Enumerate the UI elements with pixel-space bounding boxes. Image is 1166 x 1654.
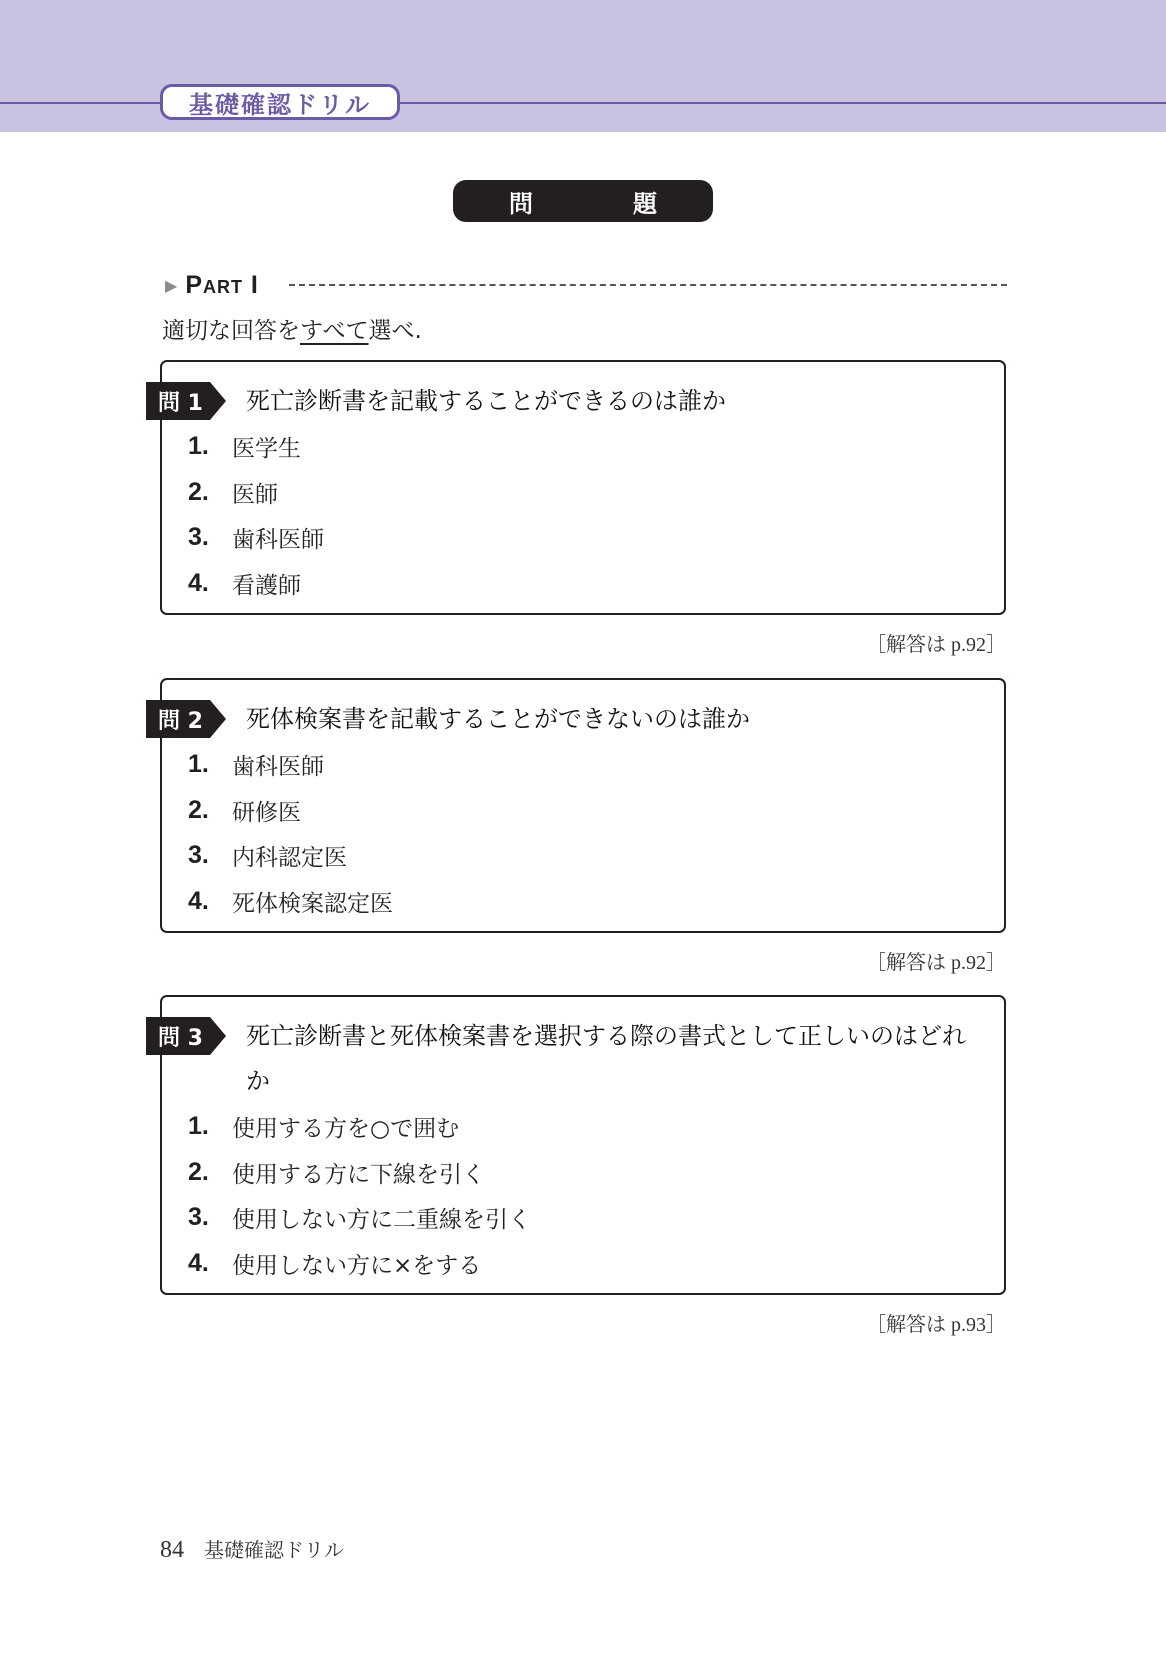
choice-number: 3. bbox=[188, 841, 209, 870]
choice-label: 医学生 bbox=[232, 436, 301, 463]
page-footer bbox=[160, 1534, 344, 1564]
instruction-text: 適切な回答を bbox=[162, 318, 300, 344]
question-text: 死体検案書を記載することができないのは誰か bbox=[246, 705, 750, 733]
choice-number: 2. bbox=[188, 795, 209, 824]
choice-number: 1. bbox=[188, 1112, 209, 1141]
choice-list bbox=[188, 424, 324, 606]
choice-item bbox=[188, 1195, 531, 1241]
tag-arrow-icon bbox=[210, 700, 226, 738]
choice-item bbox=[188, 1150, 531, 1196]
choice-item bbox=[188, 1104, 531, 1150]
choice-number: 2. bbox=[188, 1157, 209, 1186]
choice-item bbox=[188, 561, 324, 607]
question-text: 死亡診断書と死体検案書を選択する際の書式として正しいのはどれか bbox=[246, 1022, 966, 1095]
header-tab-label: 基礎確認ドリル bbox=[160, 84, 400, 120]
answer-reference: ［解答は p.92］ bbox=[866, 634, 1006, 656]
choice-label: 死体検案認定医 bbox=[232, 890, 393, 917]
choice-label: 研修医 bbox=[232, 799, 301, 826]
question-box-2 bbox=[160, 678, 1006, 933]
page-number: 84 bbox=[160, 1537, 184, 1563]
instruction-underlined: すべて bbox=[300, 318, 369, 344]
choice-label: 使用する方を○で囲む bbox=[232, 1116, 460, 1143]
triangle-right-icon: ▶ bbox=[165, 275, 178, 295]
choice-label: 使用する方に下線を引く bbox=[232, 1161, 485, 1188]
tag-arrow-icon bbox=[210, 382, 226, 420]
question-box-3 bbox=[160, 995, 1006, 1295]
part-heading bbox=[165, 268, 1007, 302]
question-number-tag: 問 3 bbox=[146, 1017, 210, 1055]
instruction bbox=[162, 312, 422, 345]
choice-number: 3. bbox=[188, 1203, 209, 1232]
question-text: 死亡診断書を記載することができるのは誰か bbox=[246, 387, 726, 415]
choice-number: 2. bbox=[188, 477, 209, 506]
choice-item bbox=[188, 424, 324, 470]
answer-reference: ［解答は p.93］ bbox=[866, 1314, 1006, 1336]
choice-label: 歯科医師 bbox=[232, 754, 324, 781]
footer-title: 基礎確認ドリル bbox=[204, 1538, 344, 1562]
question-number-tag: 問 2 bbox=[146, 700, 210, 738]
choice-label: 内科認定医 bbox=[232, 845, 347, 872]
choice-list bbox=[188, 1104, 531, 1286]
choice-number: 4. bbox=[188, 1248, 209, 1277]
question-box-1 bbox=[160, 360, 1006, 615]
choice-item bbox=[188, 833, 393, 879]
choice-label: 使用しない方に×をする bbox=[232, 1252, 482, 1279]
part-label: Part I bbox=[185, 270, 259, 299]
tag-arrow-icon bbox=[210, 1017, 226, 1055]
choice-number: 3. bbox=[188, 523, 209, 552]
choice-item bbox=[188, 879, 393, 925]
choice-number: 1. bbox=[188, 750, 209, 779]
choice-item bbox=[188, 470, 324, 516]
instruction-text-end: 選べ. bbox=[368, 318, 422, 344]
choice-number: 1. bbox=[188, 432, 209, 461]
choice-item bbox=[188, 742, 393, 788]
choice-item bbox=[188, 515, 324, 561]
choice-label: 歯科医師 bbox=[232, 527, 324, 554]
answer-reference: ［解答は p.92］ bbox=[866, 952, 1006, 974]
question-number-tag: 問 1 bbox=[146, 382, 210, 420]
choice-item bbox=[188, 788, 393, 834]
choice-number: 4. bbox=[188, 886, 209, 915]
choice-number: 4. bbox=[188, 568, 209, 597]
choice-label: 医師 bbox=[232, 481, 278, 508]
section-title: 問 題 bbox=[453, 180, 713, 222]
choice-label: 看護師 bbox=[232, 572, 301, 599]
choice-list bbox=[188, 742, 393, 924]
choice-label: 使用しない方に二重線を引く bbox=[232, 1207, 531, 1234]
dashed-divider bbox=[289, 284, 1007, 286]
choice-item bbox=[188, 1241, 531, 1287]
